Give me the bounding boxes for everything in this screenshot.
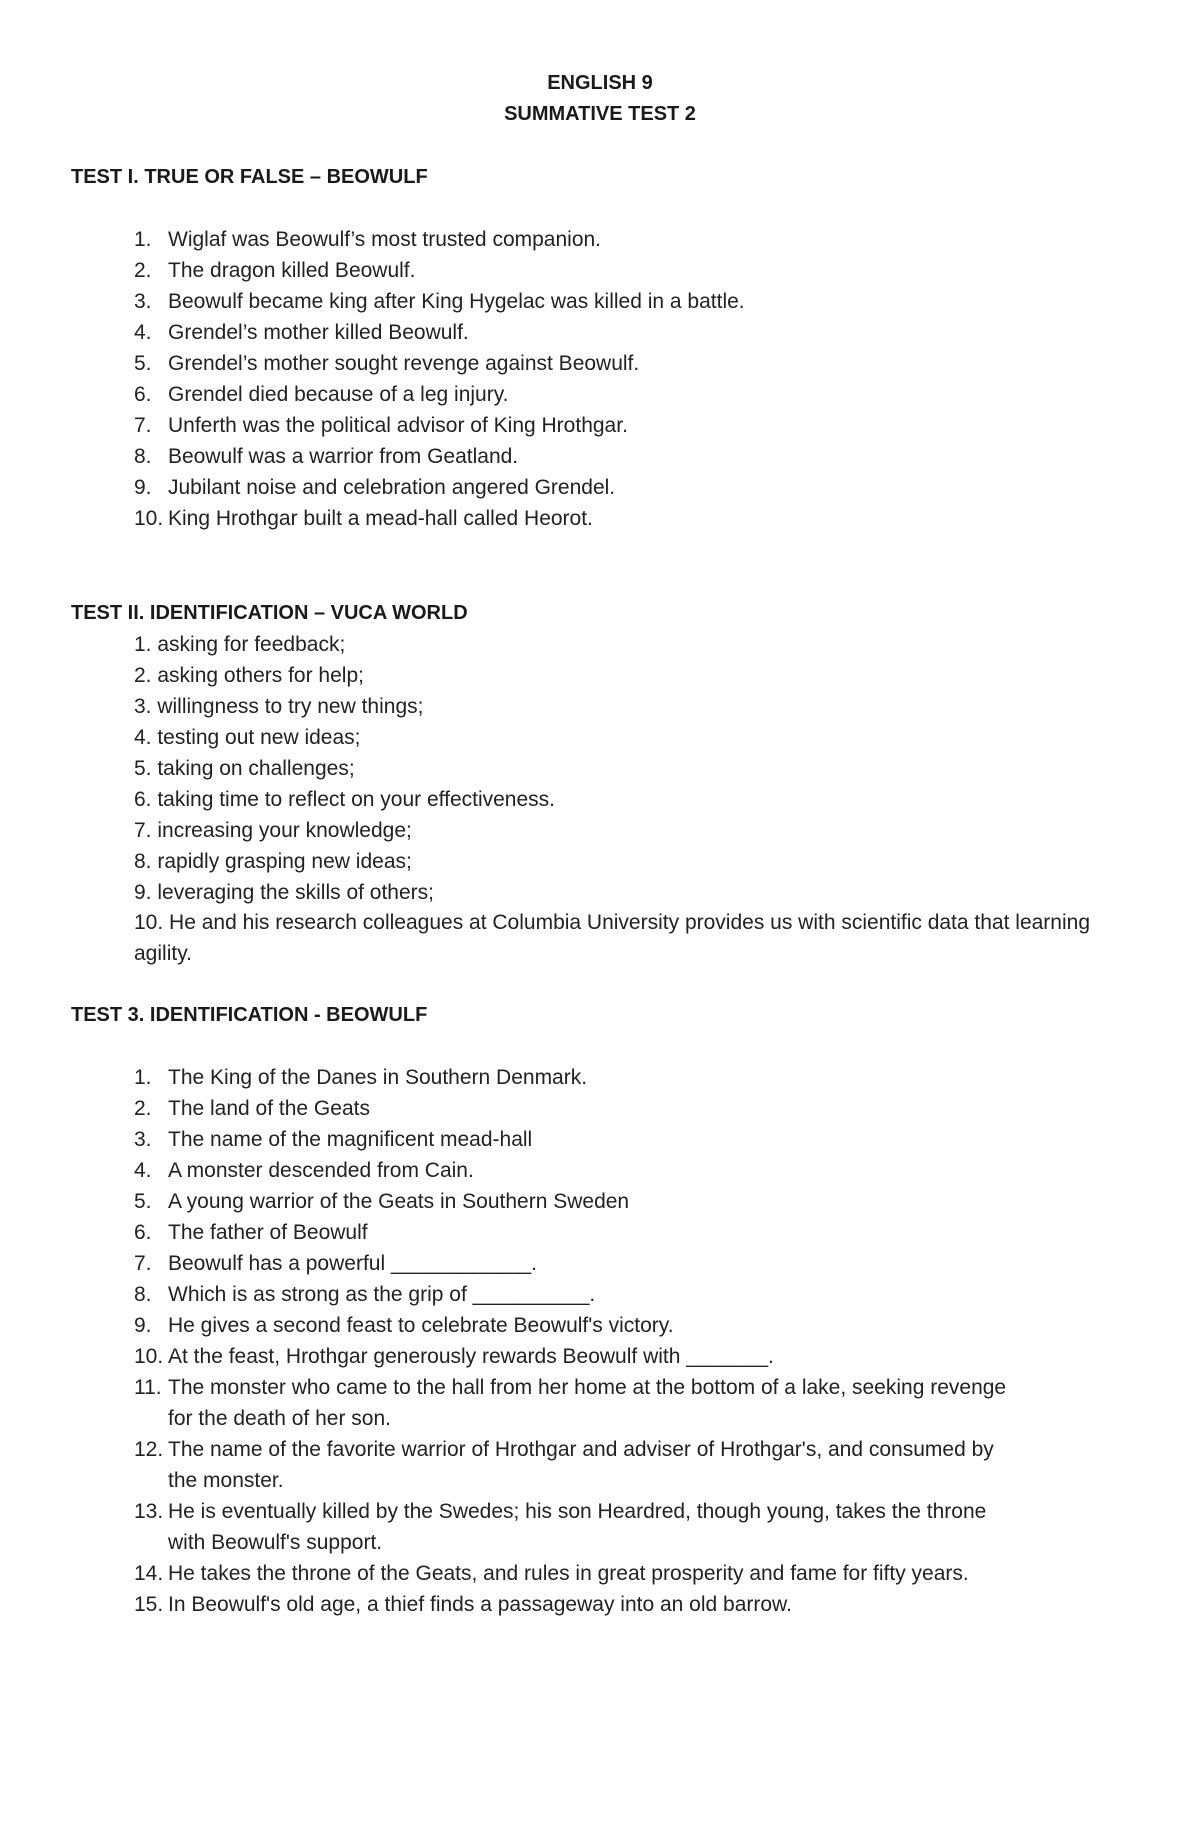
- test3-item-text: Which is as strong as the grip of __________.: [168, 1283, 596, 1306]
- test1-item-text: King Hrothgar built a mead-hall called Heorot.: [168, 507, 593, 530]
- subject-title: ENGLISH 9: [547, 72, 653, 94]
- test3-item-text: Beowulf has a powerful ____________.: [168, 1252, 537, 1275]
- test1-item-text: Grendel died because of a leg injury.: [168, 383, 509, 406]
- test1-item-number: 8.: [134, 445, 152, 468]
- test1-item-text: Grendel’s mother killed Beowulf.: [168, 321, 469, 344]
- test2-item: 9. leveraging the skills of others;: [134, 881, 434, 904]
- test1-item-number: 3.: [134, 290, 152, 313]
- test1-item-text: Jubilant noise and celebration angered Grendel.: [168, 476, 616, 499]
- test3-item-text: The King of the Danes in Southern Denmark.: [168, 1066, 588, 1089]
- test3-item-text: The father of Beowulf: [168, 1221, 368, 1244]
- test2-item: 4. testing out new ideas;: [134, 726, 361, 749]
- test2-item: 10. He and his research colleagues at Columbia University provides us with scientific data that learning agility.: [134, 911, 1090, 965]
- test3-item-number: 1.: [134, 1066, 152, 1089]
- test1-item-text: Beowulf was a warrior from Geatland.: [168, 445, 519, 468]
- test3-item-text: He is eventually killed by the Swedes; his son Heardred, though young, takes the throne: [168, 1500, 987, 1523]
- test2-heading: TEST II. IDENTIFICATION – VUCA WORLD: [71, 602, 468, 624]
- test3-item-number: 5.: [134, 1190, 152, 1213]
- test3-item-number: 12.: [134, 1438, 164, 1461]
- test-title: SUMMATIVE TEST 2: [504, 103, 696, 125]
- test2-item: 2. asking others for help;: [134, 664, 364, 687]
- test1-heading: TEST I. TRUE OR FALSE – BEOWULF: [71, 166, 428, 188]
- test3-item-text: He gives a second feast to celebrate Beowulf's victory.: [168, 1314, 674, 1337]
- test3-item-text: The monster who came to the hall from her home at the bottom of a lake, seeking revenge: [168, 1376, 1007, 1399]
- test2-item: 5. taking on challenges;: [134, 757, 355, 780]
- test3-item-text: The land of the Geats: [168, 1097, 370, 1120]
- test1-item-text: Wiglaf was Beowulf’s most trusted companion.: [168, 228, 602, 251]
- test3-item-text: A young warrior of the Geats in Southern Sweden: [168, 1190, 630, 1213]
- test1-item-number: 10.: [134, 507, 164, 530]
- test3-item-number: 7.: [134, 1252, 152, 1275]
- test3-item-text: The name of the magnificent mead-hall: [168, 1128, 533, 1151]
- test1-item-number: 4.: [134, 321, 152, 344]
- test1-item-text: Beowulf became king after King Hygelac was killed in a battle.: [168, 290, 745, 313]
- test2-item: 8. rapidly grasping new ideas;: [134, 850, 412, 873]
- test3-item-number: 14.: [134, 1562, 164, 1585]
- test3-item-text-continued: the monster.: [168, 1469, 284, 1492]
- test1-item-number: 2.: [134, 259, 152, 282]
- test1-item-number: 9.: [134, 476, 152, 499]
- test1-item-number: 5.: [134, 352, 152, 375]
- test3-item-number: 8.: [134, 1283, 152, 1306]
- test3-item-number: 13.: [134, 1500, 164, 1523]
- test1-item-text: The dragon killed Beowulf.: [168, 259, 416, 282]
- test3-item-number: 10.: [134, 1345, 164, 1368]
- test1-item-number: 6.: [134, 383, 152, 406]
- test3-item-number: 2.: [134, 1097, 152, 1120]
- test1-item-text: Grendel’s mother sought revenge against Beowulf.: [168, 352, 640, 375]
- test2-item: 6. taking time to reflect on your effectiveness.: [134, 788, 555, 811]
- test1-item-number: 1.: [134, 228, 152, 251]
- test3-item-number: 4.: [134, 1159, 152, 1182]
- test3-item-text-continued: for the death of her son.: [168, 1407, 391, 1430]
- test3-item-number: 15.: [134, 1593, 164, 1616]
- test3-item-text-continued: with Beowulf's support.: [168, 1531, 383, 1554]
- test3-item-number: 3.: [134, 1128, 152, 1151]
- test3-item-text: The name of the favorite warrior of Hrothgar and adviser of Hrothgar's, and consumed by: [168, 1438, 994, 1461]
- test3-item-text: In Beowulf's old age, a thief finds a passageway into an old barrow.: [168, 1593, 792, 1616]
- test3-item-number: 6.: [134, 1221, 152, 1244]
- test2-item: 1. asking for feedback;: [134, 633, 346, 656]
- test3-item-text: At the feast, Hrothgar generously rewards Beowulf with _______.: [168, 1345, 774, 1368]
- test3-item-text: He takes the throne of the Geats, and rules in great prosperity and fame for fifty years.: [168, 1562, 969, 1585]
- test1-item-text: Unferth was the political advisor of King Hrothgar.: [168, 414, 628, 437]
- test2-item: 7. increasing your knowledge;: [134, 819, 412, 842]
- test3-item-text: A monster descended from Cain.: [168, 1159, 474, 1182]
- test3-item-number: 11.: [134, 1376, 162, 1399]
- test3-item-number: 9.: [134, 1314, 152, 1337]
- test1-item-number: 7.: [134, 414, 152, 437]
- test2-item: 3. willingness to try new things;: [134, 695, 424, 718]
- test3-heading: TEST 3. IDENTIFICATION - BEOWULF: [71, 1004, 428, 1026]
